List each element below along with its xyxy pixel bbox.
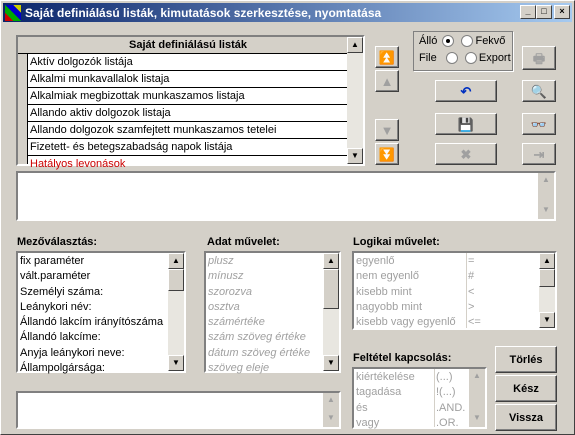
file-label: File <box>419 52 437 64</box>
logic-op-item-label: kisebb mint <box>356 285 412 298</box>
minimize-button[interactable]: _ <box>520 5 536 19</box>
export-radio[interactable] <box>465 52 477 64</box>
move-top-button[interactable] <box>375 46 399 68</box>
move-down-button[interactable] <box>375 119 399 141</box>
list-row[interactable]: Allando dolgozok szamfejtett munkaszamos tetelei <box>28 122 348 139</box>
condition-item-symbol: (...) <box>436 371 453 383</box>
data-op-item[interactable]: osztva <box>208 300 240 313</box>
window-title: Saját definiálású listák, kimutatások szerkesztése, nyomtatása <box>25 5 382 20</box>
data-op-item[interactable]: szöveg eleje <box>208 362 270 375</box>
data-op-label: Adat művelet: <box>207 236 280 248</box>
lists-grid-header: Saját definiálású listák <box>28 37 348 54</box>
logic-op-item-symbol: <= <box>468 316 481 329</box>
undo-icon: ↶ <box>460 83 472 99</box>
logic-op-list[interactable] <box>352 251 557 330</box>
field-select-list[interactable] <box>16 251 186 373</box>
scroll-thumb[interactable] <box>539 269 555 287</box>
printer-icon: 🖶 <box>532 50 546 66</box>
field-item[interactable]: Személyi száma: <box>20 285 104 298</box>
logic-op-item-symbol: # <box>468 270 475 283</box>
condition-item-label: kiértékelése <box>356 371 415 383</box>
export-label: Export <box>478 52 511 64</box>
logic-op-item[interactable] <box>354 315 539 330</box>
scroll-up-icon[interactable]: ▲ <box>469 369 485 385</box>
move-up-button[interactable] <box>375 70 399 92</box>
scroll-down-icon[interactable]: ▼ <box>538 203 554 219</box>
list-row[interactable]: Alkalmiak megbizottak munkaszamos listaja <box>28 88 348 105</box>
note-textarea[interactable] <box>16 391 341 429</box>
condition-item[interactable] <box>354 401 469 416</box>
logic-op-item-symbol: < <box>468 285 475 298</box>
floppy-disk-icon: 💾 <box>457 116 475 132</box>
logic-op-label: Logikai művelet: <box>353 236 440 248</box>
find-button[interactable] <box>522 113 556 135</box>
logic-op-item[interactable] <box>354 285 539 300</box>
data-op-item[interactable]: dátum szöveg értéke <box>208 346 311 359</box>
condition-list[interactable] <box>352 367 487 429</box>
logic-op-item[interactable] <box>354 300 539 315</box>
title-bar <box>3 3 572 22</box>
preview-icon: 🔍 <box>530 83 548 99</box>
scroll-down-icon[interactable]: ▼ <box>539 312 555 328</box>
list-row[interactable]: Alkalmi munkavallalok listaja <box>28 71 348 88</box>
logic-op-item[interactable] <box>354 269 539 284</box>
done-button[interactable]: Kész <box>495 375 557 402</box>
list-row-selected[interactable]: Hatályos levonások <box>30 158 126 170</box>
field-item[interactable]: Leánykori név: <box>20 300 92 313</box>
scroll-up-icon[interactable]: ▲ <box>347 37 363 53</box>
exit-door-icon: ⇥ <box>533 146 545 162</box>
move-down-icon: ▼ <box>380 122 394 138</box>
lists-scrollbar[interactable] <box>347 37 363 164</box>
scroll-up-icon[interactable]: ▲ <box>539 253 555 269</box>
condition-item-symbol: .OR. <box>436 416 459 429</box>
data-op-item[interactable]: szorozva <box>208 285 253 298</box>
field-select-label: Mezőválasztás: <box>17 236 98 248</box>
logic-op-item-label: nem egyenlő <box>356 270 419 283</box>
condition-item-symbol: .AND. <box>436 401 466 414</box>
logic-op-item-symbol: = <box>468 255 475 267</box>
field-item[interactable]: vált.paraméter <box>20 270 91 283</box>
print-button[interactable] <box>522 46 556 70</box>
maximize-button[interactable]: □ <box>536 5 552 19</box>
move-bottom-icon: ⏬ <box>378 146 396 162</box>
app-icon <box>5 5 21 21</box>
condition-item[interactable] <box>354 416 469 431</box>
exit-button[interactable] <box>522 143 556 165</box>
data-op-item[interactable]: mínusz <box>208 270 244 283</box>
data-op-list[interactable] <box>204 251 341 373</box>
file-radio[interactable] <box>446 52 458 64</box>
scroll-up-icon[interactable]: ▲ <box>323 393 339 409</box>
data-op-item[interactable]: szám szöveg értéke <box>208 331 306 344</box>
scroll-thumb[interactable] <box>168 269 184 291</box>
back-button[interactable]: Vissza <box>495 404 557 431</box>
expression-textarea[interactable] <box>16 171 556 221</box>
scroll-down-icon[interactable]: ▼ <box>168 355 184 371</box>
landscape-radio[interactable] <box>461 35 473 47</box>
scroll-thumb[interactable] <box>323 269 339 309</box>
scroll-up-icon[interactable]: ▲ <box>538 173 554 189</box>
logic-op-item-symbol: > <box>468 300 475 313</box>
clear-button[interactable]: Törlés <box>495 346 557 373</box>
orientation-row <box>419 35 505 47</box>
scroll-down-icon[interactable]: ▼ <box>347 148 363 164</box>
logic-op-item-label: egyenlő <box>356 255 395 267</box>
field-item[interactable]: Állandó lakcíme: <box>20 331 101 344</box>
condition-label: Feltétel kapcsolás: <box>353 352 452 364</box>
delete-icon: ✖ <box>460 146 472 162</box>
scroll-down-icon[interactable]: ▼ <box>323 355 339 371</box>
list-row[interactable]: Allando aktiv dolgozok listaja <box>28 105 348 122</box>
scroll-down-icon[interactable]: ▼ <box>323 411 339 427</box>
condition-item-label: vagy <box>356 416 380 429</box>
list-row[interactable]: Aktív dolgozók listája <box>28 54 348 71</box>
move-bottom-button[interactable] <box>375 143 399 165</box>
field-item[interactable]: Anyja leánykori neve: <box>20 346 125 359</box>
data-op-item[interactable]: számértéke <box>208 316 265 329</box>
undo-button[interactable] <box>435 80 497 102</box>
landscape-label: Fekvő <box>475 35 506 47</box>
field-item[interactable]: Állandó lakcím irányítószáma <box>20 316 164 329</box>
move-up-icon: ▲ <box>380 73 394 89</box>
move-top-icon: ⏫ <box>378 49 396 65</box>
condition-item[interactable] <box>354 370 469 385</box>
scroll-up-icon[interactable]: ▲ <box>168 253 184 269</box>
logic-op-item-label: kisebb vagy egyenlő <box>356 316 456 329</box>
output-row <box>419 52 511 64</box>
delete-list-button[interactable] <box>435 143 497 165</box>
list-row[interactable]: Fizetett- és betegszabadság napok listája <box>28 139 348 156</box>
field-item[interactable]: fix paraméter <box>20 255 85 267</box>
scroll-up-icon[interactable]: ▲ <box>323 253 339 269</box>
binoculars-icon: 👓 <box>530 116 548 132</box>
logic-op-item[interactable] <box>354 254 539 269</box>
portrait-radio[interactable] <box>442 35 454 47</box>
save-button[interactable] <box>435 113 497 135</box>
portrait-label: Álló <box>419 35 438 47</box>
condition-item-label: és <box>356 401 368 414</box>
data-op-item[interactable]: plusz <box>208 255 234 267</box>
condition-item-symbol: !(...) <box>436 386 456 399</box>
condition-item[interactable] <box>354 385 469 400</box>
scroll-down-icon[interactable]: ▼ <box>469 411 485 427</box>
condition-item-label: tagadása <box>356 386 402 399</box>
lists-grid <box>16 35 365 170</box>
close-button[interactable]: × <box>554 5 570 19</box>
logic-op-item-label: nagyobb mint <box>356 300 423 313</box>
field-item[interactable]: Állampolgársága: <box>20 362 105 375</box>
preview-button[interactable] <box>522 80 556 102</box>
